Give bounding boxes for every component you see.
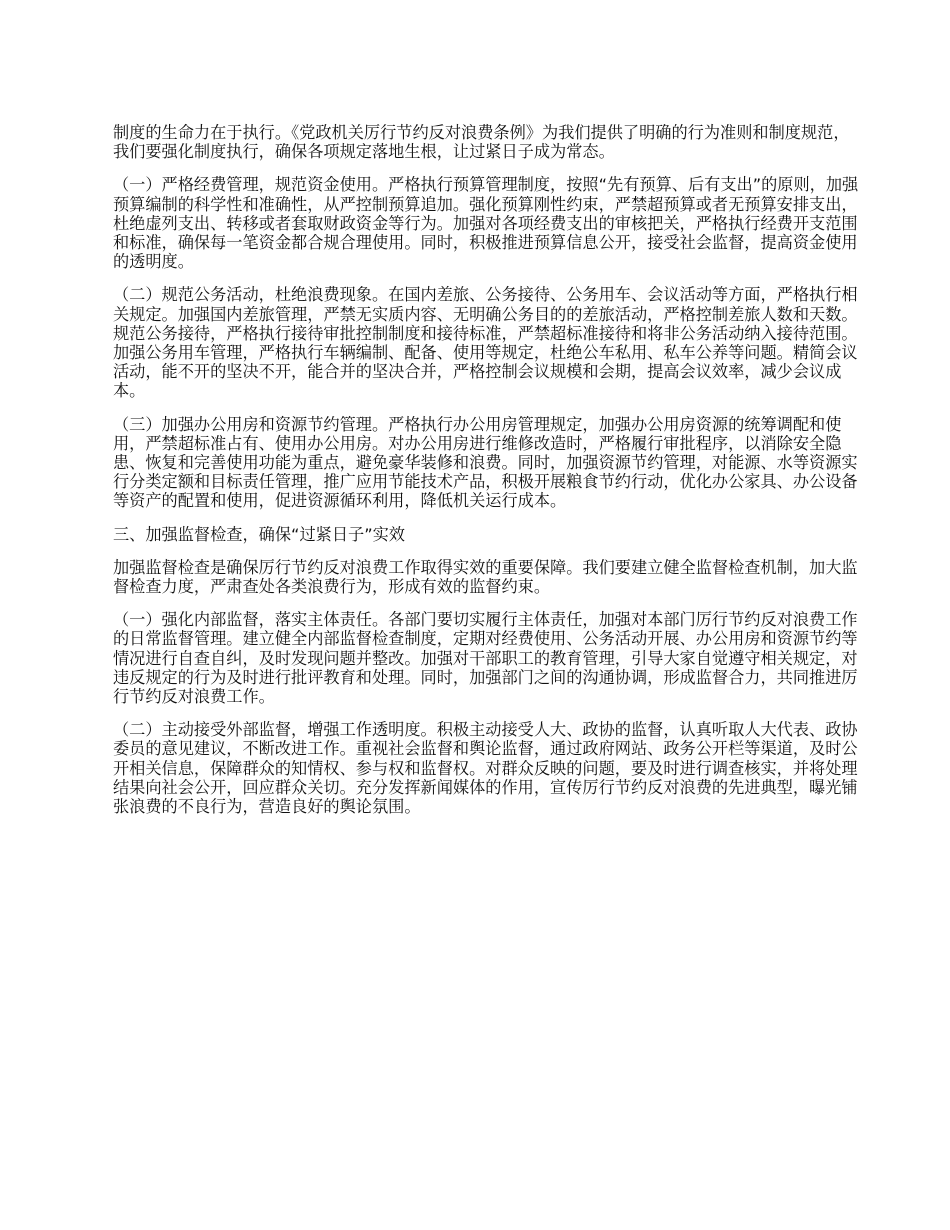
- paragraph-intro: 制度的生命力在于执行。《党政机关厉行节约反对浪费条例》为我们提供了明确的行为准则和制度规范，我们要强化制度执行，确保各项规定落地生根，让过紧日子成为常态。: [113, 123, 850, 162]
- paragraph-external-supervision: （二）主动接受外部监督，增强工作透明度。积极主动接受人大、政协的监督，认真听取人大代表、政协委员的意见建议，不断改进工作。重视社会监督和舆论监督，通过政府网站、政务公开栏等渠道，及时公开相关信息，保障群众的知情权、参与权和监督权。对群众反映的问题，要及时进行调查核实，并将处理结果向社会公开，回应群众关切。充分发挥新闻媒体的作用，宣传厉行节约反对浪费的先进典型，曝光铺张浪费的不良行为，营造良好的舆论氛围。: [113, 720, 858, 817]
- paragraph-internal-supervision: （一）强化内部监督，落实主体责任。各部门要切实履行主体责任，加强对本部门厉行节约反对浪费工作的日常监督管理。建立健全内部监督检查制度，定期对经费使用、公务活动开展、办公用房和资源节约等情况进行自查自纠，及时发现问题并整改。加强对干部职工的教育管理，引导大家自觉遵守相关规定，对违反规定的行为及时进行批评教育和处理。同时，加强部门之间的沟通协调，形成监督合力，共同推进厉行节约反对浪费工作。: [113, 610, 858, 707]
- section-heading-supervision: 三、加强监督检查，确保“过紧日子”实效: [113, 524, 405, 544]
- paragraph-official-activities: （二）规范公务活动，杜绝浪费现象。在国内差旅、公务接待、公务用车、会议活动等方面，严格执行相关规定。加强国内差旅管理，严禁无实质内容、无明确公务目的的差旅活动，严格控制差旅人数和天数。规范公务接待，严格执行接待审批控制制度和接待标准，严禁超标准接待和将非公务活动纳入接待范围。加强公务用车管理，严格执行车辆编制、配备、使用等规定，杜绝公车私用、私车公养等问题。精简会议活动，能不开的坚决不开，能合并的坚决合并，严格控制会议规模和会期，提高会议效率，减少会议成本。: [113, 285, 858, 401]
- paragraph-funds-management: （一）严格经费管理，规范资金使用。严格执行预算管理制度，按照“先有预算、后有支出”的原则，加强预算编制的科学性和准确性，从严控制预算追加。强化预算刚性约束，严禁超预算或者无预算安排支出，杜绝虚列支出、转移或者套取财政资金等行为。加强对各项经费支出的审核把关，严格执行经费开支范围和标准，确保每一笔资金都合规合理使用。同时，积极推进预算信息公开，接受社会监督，提高资金使用的透明度。: [113, 175, 859, 272]
- paragraph-office-resources: （三）加强办公用房和资源节约管理。严格执行办公用房管理规定，加强办公用房资源的统筹调配和使用，严禁超标准占有、使用办公用房。对办公用房进行维修改造时，严格履行审批程序，以消除安全隐患、恢复和完善使用功能为重点，避免豪华装修和浪费。同时，加强资源节约管理，对能源、水等资源实行分类定额和目标责任管理，推广应用节能技术产品，积极开展粮食节约行动，优化办公家具、办公设备等资产的配置和使用，促进资源循环利用，降低机关运行成本。: [113, 414, 858, 511]
- paragraph-supervision-intro: 加强监督检查是确保厉行节约反对浪费工作取得实效的重要保障。我们要建立健全监督检查机制，加大监督检查力度，严肃查处各类浪费行为，形成有效的监督约束。: [113, 557, 858, 597]
- document-body: [113, 123, 861, 830]
